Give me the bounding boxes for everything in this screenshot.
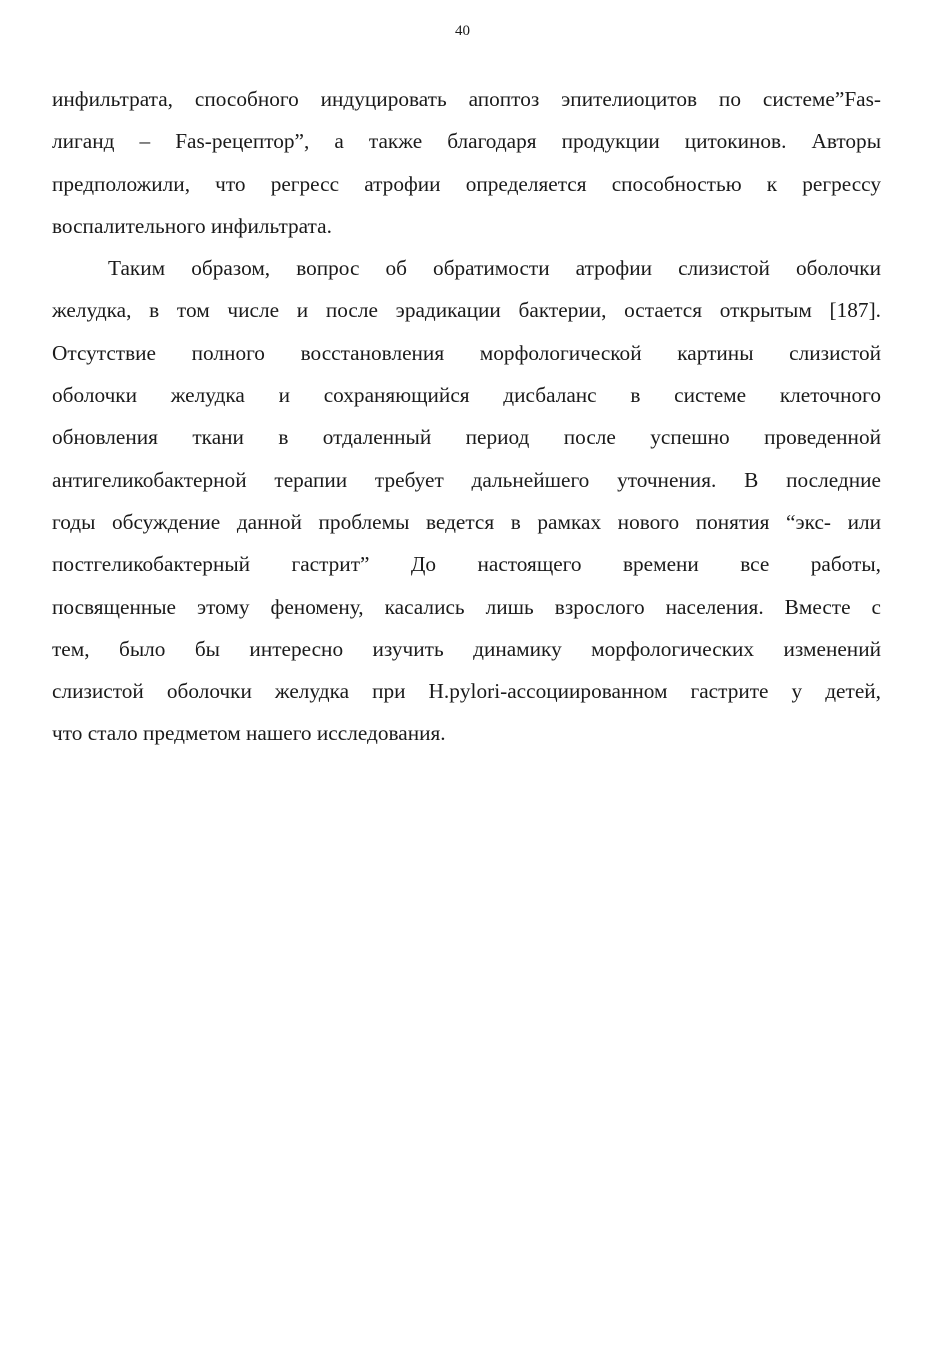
text-line: посвященные этому феномену, касались лишь взрослого населения. Вместе с [52, 594, 881, 619]
page-number: 40 [455, 23, 470, 39]
text-line: инфильтрата, способного индуцировать апоптоз эпителиоцитов по системе”Fas- [52, 87, 881, 111]
text-line: обновления ткани в отдаленный период после успешно проведенной [52, 425, 881, 450]
paragraph-2 [52, 247, 881, 755]
text-line: оболочки желудка и сохраняющийся дисбаланс в системе клеточного [52, 383, 881, 408]
text-line: лиганд – Fas-рецептор”, а также благодаря продукции цитокинов. Авторы [52, 129, 881, 154]
text-line: что стало предметом нашего исследования. [52, 721, 446, 746]
text-line: Таким образом, вопрос об обратимости атрофии слизистой оболочки [108, 256, 881, 281]
text-line: Отсутствие полного восстановления морфологической картины слизистой [52, 340, 881, 365]
text-line: тем, было бы интересно изучить динамику морфологических изменений [52, 636, 881, 661]
text-line: антигеликобактерной терапии требует дальнейшего уточнения. В последние [52, 467, 881, 492]
text-line: воспалительного инфильтрата. [52, 213, 332, 238]
text-line: годы обсуждение данной проблемы ведется в рамках нового понятия “экс- или [52, 509, 881, 534]
text-line: желудка, в том числе и после эрадикации бактерии, остается открытым [187]. [52, 298, 881, 323]
body-text [52, 78, 881, 755]
text-line: постгеликобактерный гастрит” До настоящего времени все работы, [52, 552, 881, 577]
text-line: предположили, что регресс атрофии определяется способностью к регрессу [52, 171, 881, 196]
paragraph-1 [52, 78, 881, 247]
text-line: слизистой оболочки желудка при H.pylori-ассоциированном гастрите у детей, [52, 679, 881, 704]
